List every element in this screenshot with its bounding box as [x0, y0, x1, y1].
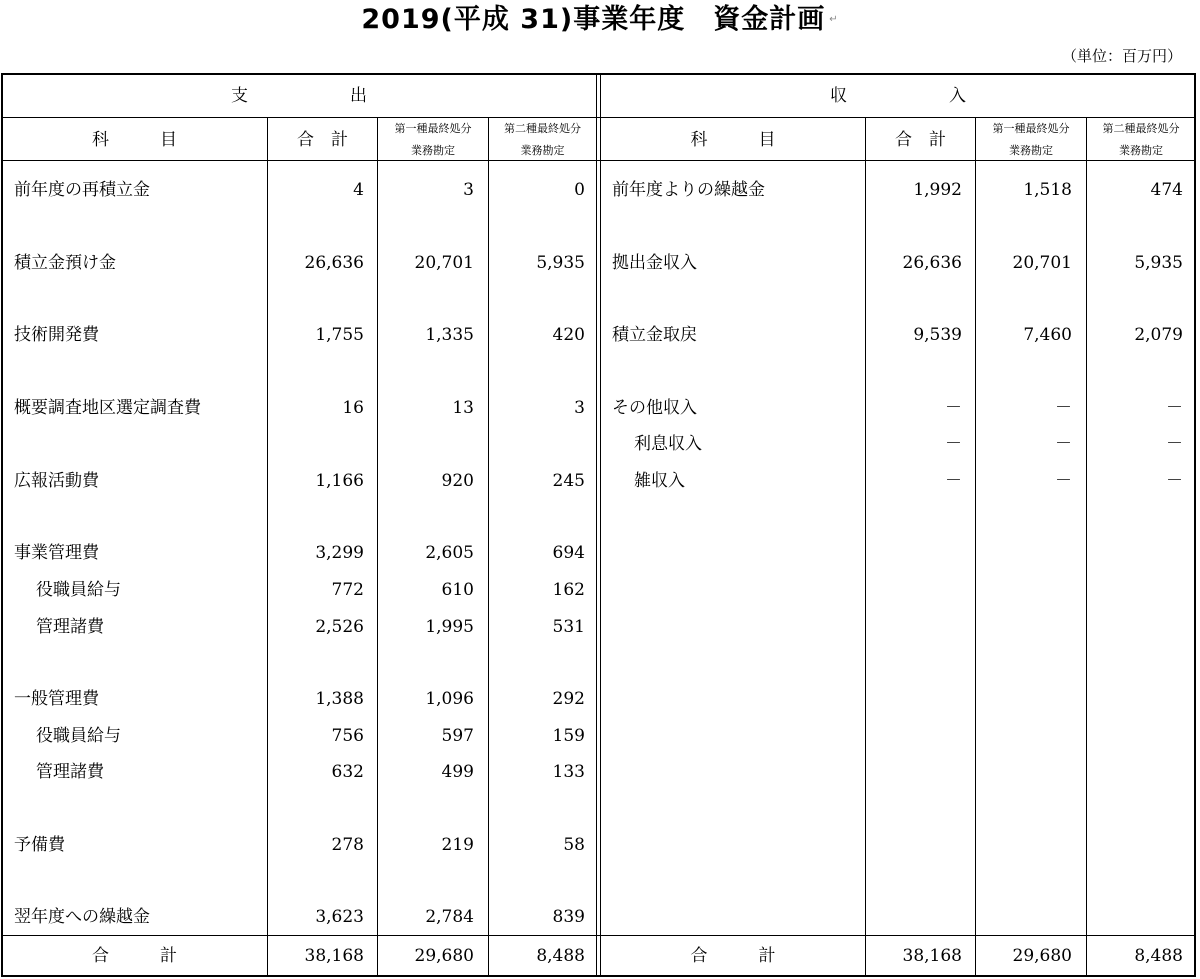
row-fund2: －	[1166, 398, 1183, 418]
row-fund1: 3	[463, 180, 474, 200]
row-label: 技術開発費	[14, 325, 99, 345]
row-fund2: 694	[552, 543, 585, 563]
inc-col-item: 科 目	[690, 130, 776, 150]
header-divider	[2, 117, 1195, 118]
total-fund2: 8,488	[536, 946, 585, 966]
row-label: 管理諸費	[36, 617, 104, 637]
row-fund2: 2,079	[1134, 325, 1183, 345]
row-label: 広報活動費	[14, 471, 99, 491]
total-fund1: 29,680	[1012, 946, 1072, 966]
row-label: 積立金取戻	[612, 325, 697, 345]
total-label: 合 計	[92, 946, 177, 966]
row-fund1: 597	[441, 726, 474, 746]
row-fund1: 1,995	[425, 617, 474, 637]
row-total: －	[945, 471, 962, 491]
expenditure-header: 支 出	[231, 86, 367, 106]
page-title	[0, 2, 1200, 38]
inc-col-fund1-line1: 第一種最終処分	[992, 122, 1070, 135]
title-text: 2019(平成 31)事業年度 資金計画	[361, 4, 826, 35]
inc-col-total: 合 計	[895, 130, 946, 150]
col-divider	[865, 117, 866, 976]
row-total: 772	[331, 580, 364, 600]
row-label: 利息収入	[634, 434, 702, 454]
row-total: 4	[353, 180, 364, 200]
col-divider	[975, 117, 976, 976]
row-total: 1,388	[315, 689, 364, 709]
total-label: 合 計	[690, 946, 776, 966]
income-header: 収 入	[830, 86, 966, 106]
row-total: －	[945, 398, 962, 418]
return-mark-icon: ↵	[829, 14, 839, 25]
row-fund2: 245	[552, 471, 585, 491]
row-total: 278	[331, 835, 364, 855]
row-total: 1,166	[315, 471, 364, 491]
row-fund2: 162	[552, 580, 585, 600]
row-label: 一般管理費	[14, 689, 99, 709]
row-fund1: 20,701	[1012, 253, 1072, 273]
row-fund1: 610	[441, 580, 474, 600]
row-fund1: －	[1055, 471, 1072, 491]
row-total: 3,299	[315, 543, 364, 563]
total-fund2: 8,488	[1134, 946, 1183, 966]
row-fund2: 839	[552, 907, 585, 927]
total-row-divider	[2, 935, 1195, 936]
row-label: 雑収入	[634, 471, 685, 491]
row-fund2: 159	[552, 726, 585, 746]
row-fund2: 420	[552, 325, 585, 345]
exp-col-item: 科 目	[92, 130, 177, 150]
row-total: 756	[331, 726, 364, 746]
row-label: 役職員給与	[36, 726, 121, 746]
inc-col-fund1-line2: 業務勘定	[1009, 144, 1053, 157]
total-value: 38,168	[902, 946, 962, 966]
fund-plan-table	[1, 73, 1196, 977]
exp-col-fund1-line2: 業務勘定	[411, 144, 455, 157]
row-fund2: 474	[1150, 180, 1183, 200]
center-divider-right	[600, 74, 601, 976]
total-fund1: 29,680	[414, 946, 474, 966]
row-total: 1,992	[913, 180, 962, 200]
row-total: －	[945, 434, 962, 454]
row-label: 拠出金収入	[612, 253, 697, 273]
row-total: 1,755	[315, 325, 364, 345]
row-fund2: 292	[552, 689, 585, 709]
row-label: 管理諸費	[36, 762, 104, 782]
inc-col-fund2-line2: 業務勘定	[1119, 144, 1163, 157]
exp-col-fund2-line2: 業務勘定	[520, 144, 565, 157]
row-fund1: 7,460	[1023, 325, 1072, 345]
row-fund2: 58	[563, 835, 585, 855]
row-label: その他収入	[612, 398, 697, 418]
row-fund1: 499	[441, 762, 474, 782]
row-label: 積立金預け金	[14, 253, 116, 273]
row-total: 632	[331, 762, 364, 782]
row-total: 26,636	[902, 253, 962, 273]
row-fund1: 13	[452, 398, 474, 418]
row-label: 前年度よりの繰越金	[612, 180, 765, 200]
row-total: 16	[342, 398, 364, 418]
row-fund1: －	[1055, 434, 1072, 454]
row-total: 3,623	[315, 907, 364, 927]
unit-label: （単位：百万円）	[1061, 47, 1182, 65]
row-total: 2,526	[315, 617, 364, 637]
exp-col-fund2-line1: 第二種最終処分	[504, 122, 581, 135]
exp-col-fund1-line1: 第一種最終処分	[394, 122, 472, 135]
row-label: 予備費	[14, 835, 65, 855]
row-fund2: 5,935	[536, 253, 585, 273]
row-label: 事業管理費	[14, 543, 99, 563]
row-label: 概要調査地区選定調査費	[14, 398, 201, 418]
row-label: 役職員給与	[36, 580, 121, 600]
row-total: 9,539	[913, 325, 962, 345]
row-fund1: －	[1055, 398, 1072, 418]
row-label: 前年度の再積立金	[14, 180, 150, 200]
row-fund1: 1,518	[1023, 180, 1072, 200]
total-value: 38,168	[304, 946, 364, 966]
row-fund1: 2,605	[425, 543, 474, 563]
row-fund2: －	[1166, 434, 1183, 454]
row-fund2: 0	[574, 180, 585, 200]
row-fund1: 20,701	[414, 253, 474, 273]
row-fund1: 1,335	[425, 325, 474, 345]
row-fund1: 219	[441, 835, 474, 855]
row-fund2: －	[1166, 471, 1183, 491]
column-header-divider	[2, 160, 1195, 161]
exp-col-total: 合 計	[297, 130, 348, 150]
row-fund2: 531	[552, 617, 585, 637]
row-total: 26,636	[304, 253, 364, 273]
row-label: 翌年度への繰越金	[14, 907, 150, 927]
row-fund1: 1,096	[425, 689, 474, 709]
row-fund2: 5,935	[1134, 253, 1183, 273]
row-fund1: 920	[441, 471, 474, 491]
row-fund1: 2,784	[425, 907, 474, 927]
row-fund2: 3	[574, 398, 585, 418]
center-divider-left	[596, 74, 597, 976]
col-divider	[1086, 117, 1087, 976]
row-fund2: 133	[552, 762, 585, 782]
inc-col-fund2-line1: 第二種最終処分	[1102, 122, 1180, 135]
